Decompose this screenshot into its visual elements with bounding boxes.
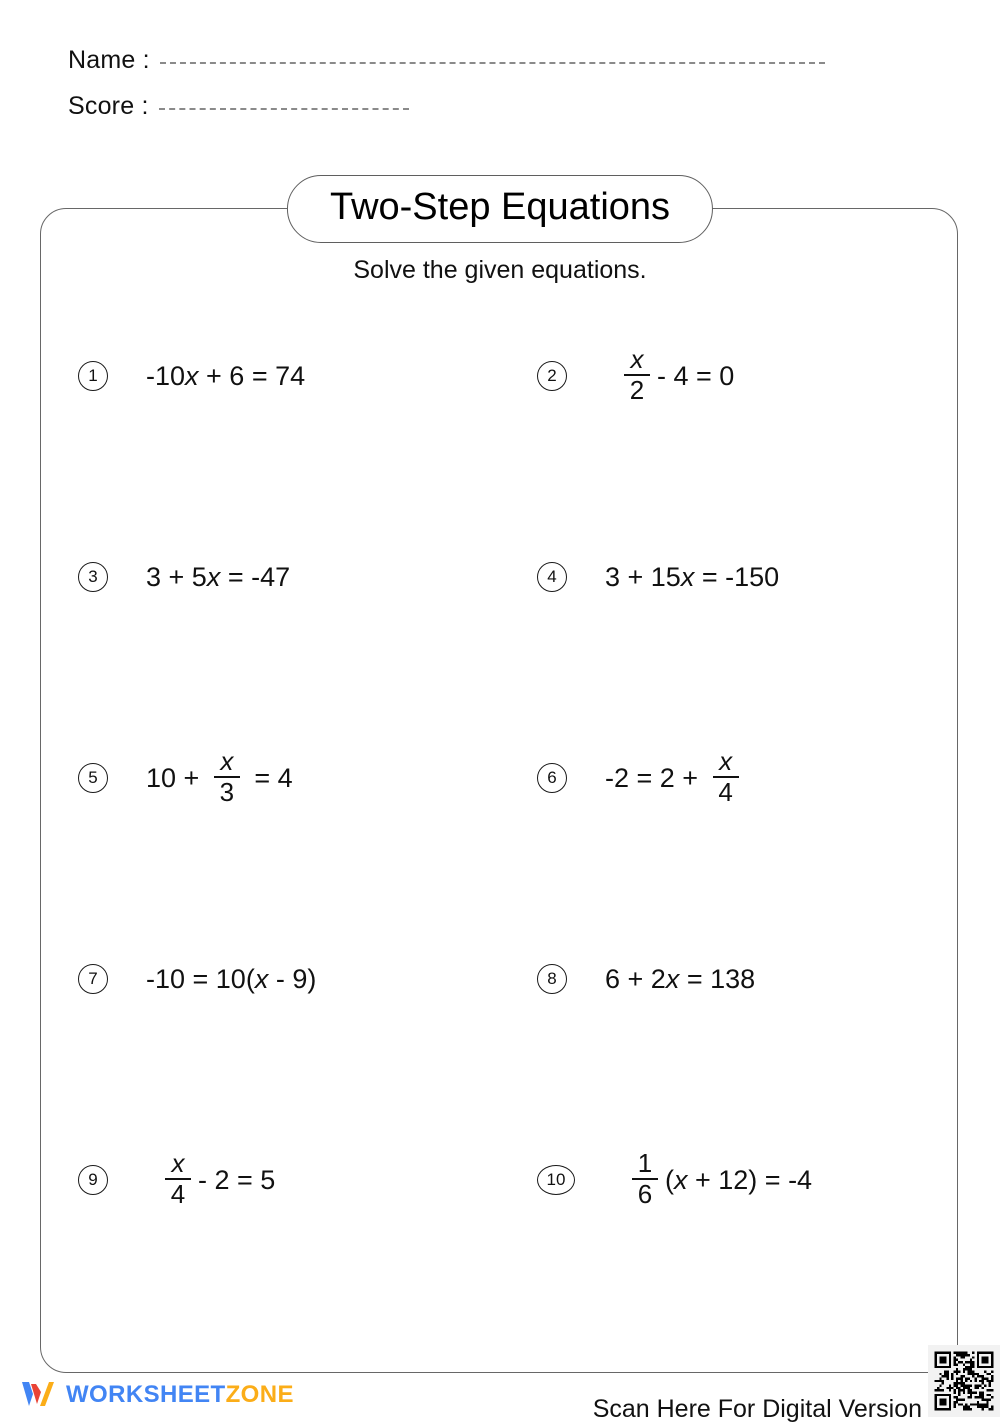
fraction-denominator: 6 <box>637 1179 653 1209</box>
equation <box>146 943 316 1015</box>
problem-item <box>40 541 499 742</box>
equation-text: -10 <box>146 361 186 391</box>
problem-item <box>499 1144 958 1345</box>
variable-x: x <box>680 562 695 592</box>
scan-section <box>592 1345 1000 1423</box>
fraction-denominator: 2 <box>629 375 645 405</box>
problem-number-badge: 6 <box>537 763 567 793</box>
score-label: Score : <box>68 92 149 120</box>
problem-item <box>499 340 958 541</box>
equation-text: - 2 = 5 <box>198 1165 276 1195</box>
problems-grid <box>40 340 958 1345</box>
problem-item <box>40 1144 499 1345</box>
page-title: Two-Step Equations <box>329 186 671 228</box>
equation-text: = -47 <box>220 562 291 592</box>
variable-x: x <box>674 1165 688 1195</box>
fraction <box>214 747 240 807</box>
fraction-numerator: x <box>630 344 644 374</box>
problem-item <box>499 742 958 943</box>
problem-row <box>40 742 958 943</box>
worksheet-title-pill <box>287 175 713 243</box>
problem-row <box>40 541 958 742</box>
name-write-line[interactable] <box>160 61 825 64</box>
equation-text: = 4 <box>246 763 293 793</box>
instructions: Solve the given equations. <box>353 256 647 284</box>
equation-text: -10 = 10( <box>146 964 255 994</box>
scan-label: Scan Here For Digital Version <box>592 1394 922 1423</box>
equation-text: - 4 = 0 <box>657 361 735 391</box>
fraction-denominator: 4 <box>170 1179 186 1209</box>
fraction-denominator: 3 <box>219 777 235 807</box>
equation-text: 6 + 2 <box>605 964 666 994</box>
problem-item <box>40 340 499 541</box>
problem-item <box>40 742 499 943</box>
equation <box>617 340 734 412</box>
fraction <box>165 1149 191 1209</box>
fraction-denominator: 4 <box>718 777 733 807</box>
header-fields <box>68 46 948 138</box>
problem-number-badge: 10 <box>537 1165 575 1195</box>
brand-name-secondary: ZONE <box>225 1381 294 1408</box>
variable-x: x <box>665 964 680 994</box>
problem-item <box>40 943 499 1144</box>
equation <box>605 943 755 1015</box>
problem-item <box>499 541 958 742</box>
score-field-row <box>68 92 948 138</box>
problem-row <box>40 340 958 541</box>
variable-x: x <box>206 562 221 592</box>
score-write-line[interactable] <box>159 107 409 110</box>
equation <box>605 541 779 613</box>
fraction <box>713 747 739 807</box>
fraction-numerator: x <box>171 1148 185 1178</box>
problem-number-badge: 9 <box>78 1165 108 1195</box>
equation-text: + 6 = 74 <box>198 361 306 391</box>
equation-text: = 138 <box>679 964 756 994</box>
problem-number-badge: 5 <box>78 763 108 793</box>
equation-text: 10 + <box>146 763 207 793</box>
problem-number-badge: 3 <box>78 562 108 592</box>
fraction <box>624 345 650 405</box>
name-field-row <box>68 46 948 92</box>
fraction-numerator: x <box>719 746 733 776</box>
equation-text: = -150 <box>694 562 780 592</box>
footer <box>0 1374 1000 1423</box>
equation-text: 3 + 15 <box>605 562 681 592</box>
worksheet-zone-logo-icon <box>18 1378 60 1412</box>
name-label: Name : <box>68 46 150 74</box>
fraction-numerator: x <box>220 746 234 776</box>
problem-row <box>40 943 958 1144</box>
equation <box>146 742 293 814</box>
fraction-numerator: 1 <box>637 1148 653 1178</box>
brand-logo[interactable] <box>18 1378 294 1412</box>
equation <box>146 340 305 412</box>
equation <box>158 1144 275 1216</box>
variable-x: x <box>185 361 199 391</box>
fraction <box>632 1149 658 1209</box>
problem-row <box>40 1144 958 1345</box>
equation-text: - 9) <box>268 964 317 994</box>
equation-text: -2 = 2 + <box>605 763 706 793</box>
equation <box>625 1144 812 1216</box>
variable-x: x <box>254 964 269 994</box>
problem-item <box>499 943 958 1144</box>
brand-name-primary: WORKSHEET <box>66 1381 226 1408</box>
qr-code-icon[interactable] <box>928 1345 1000 1417</box>
problem-number-badge: 4 <box>537 562 567 592</box>
equation-text: 3 + 5 <box>146 562 207 592</box>
equation-text: ( <box>665 1165 674 1195</box>
equation <box>146 541 290 613</box>
problem-number-badge: 2 <box>537 361 567 391</box>
equation-text: + 12) = -4 <box>687 1165 813 1195</box>
problem-number-badge: 7 <box>78 964 108 994</box>
equation <box>605 742 746 814</box>
problem-number-badge: 1 <box>78 361 108 391</box>
problem-number-badge: 8 <box>537 964 567 994</box>
